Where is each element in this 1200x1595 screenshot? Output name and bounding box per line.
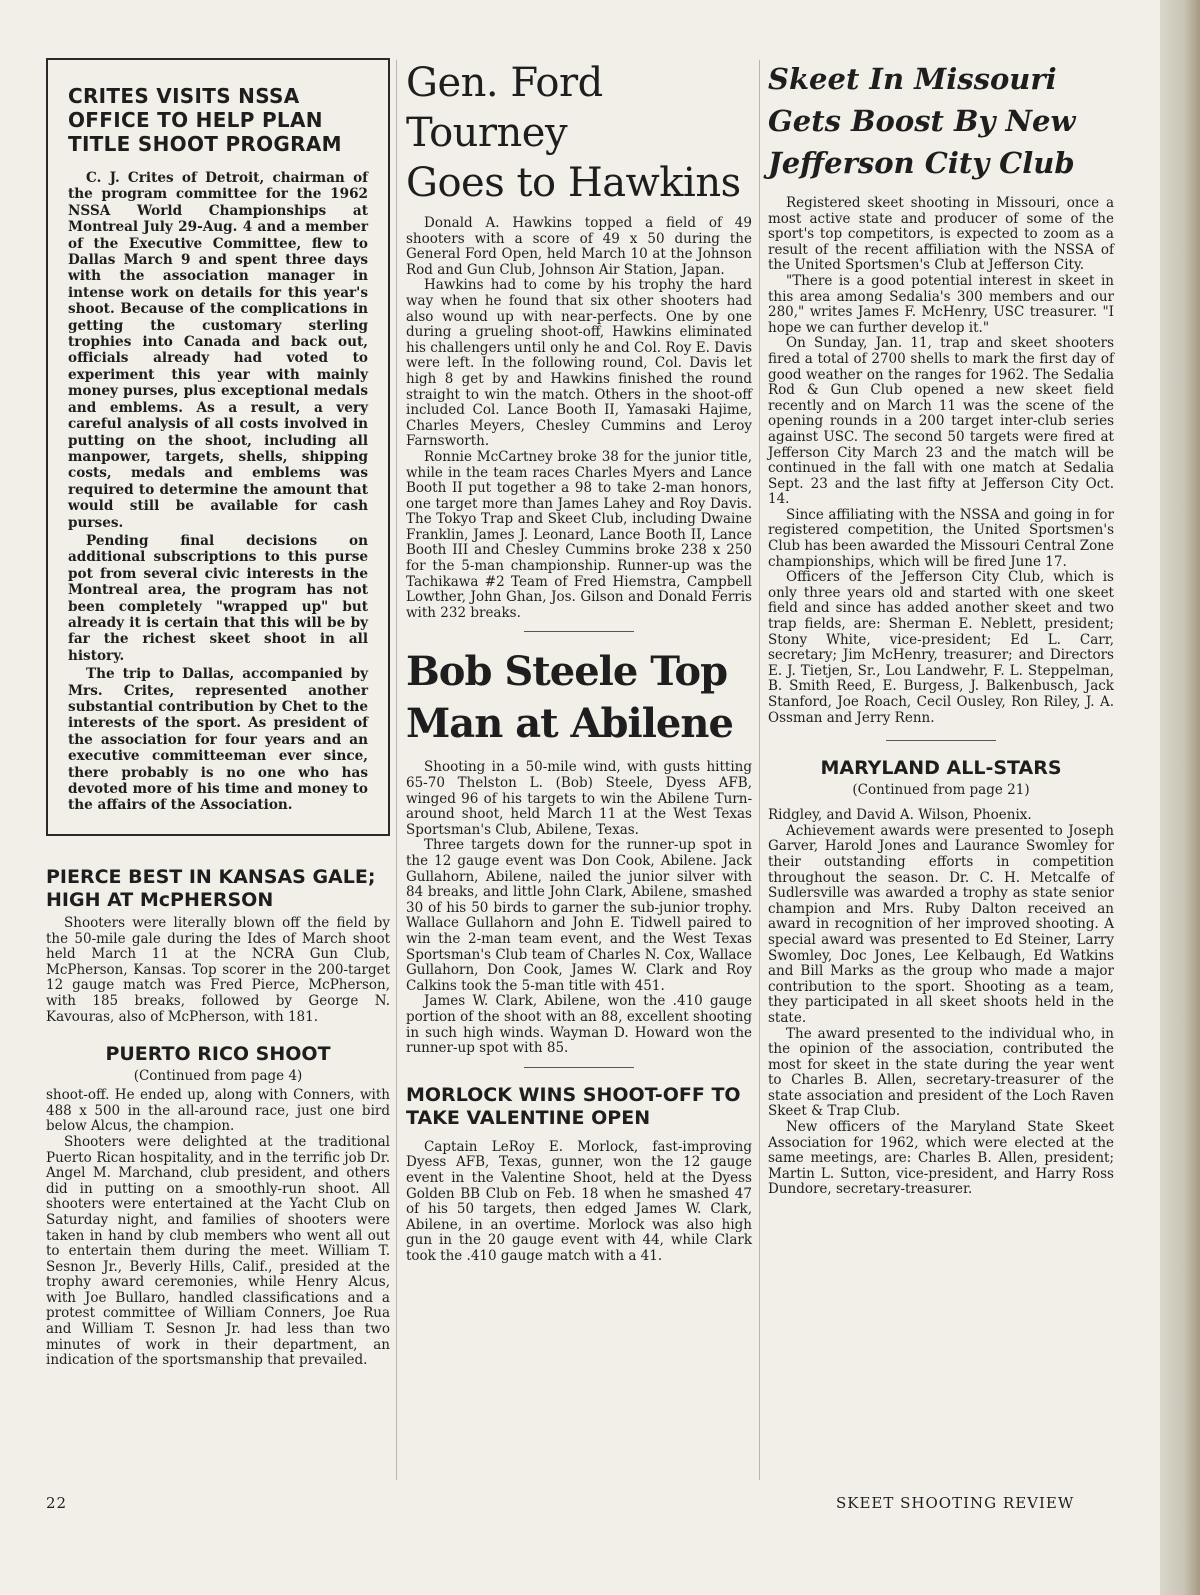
puerto-rico-headline: PUERTO RICO SHOOT (105, 1043, 331, 1066)
missouri-headline-line: Skeet In Missouri (768, 62, 1057, 96)
crites-headline: CRITES VISITS NSSA OFFICE TO HELP PLAN TITLE SHOOT PROGRAM (68, 84, 342, 156)
missouri-paragraph: On Sunday, Jan. 11, trap and skeet shooters fired a total of 2700 shells to mark the first day of good weather on the ranges for 1962. The Sedalia Rod & Gun Club opened a new skeet field recently and on March 11 was the scene of the opening rounds in a 200 target inter-club series against USC. The second 50 targets were fired at Jefferson City March 23 and the match will be continued in the fall with one match at Sedalia Sept. 23 and the last fifty at Jefferson City Oct. 14. (768, 335, 1114, 508)
steele-paragraph: Three targets down for the runner-up spot in the 12 gauge event was Don Cook, Abilene. Jack Gullahorn, Abilene, nailed the junior silver with 84 breaks, and little John Clark, Abilene, smashed 30 of his 50 birds to garner the sub-junior trophy. Wallace Gullahorn and John E. Tidwell paired to win the 2-man team event, and the West Texas Sportsman's Club team of Charles N. Cox, Wallace Gullahorn, Don Cook, James W. Clark and Roy Calkins took the 5-man title with 451. (406, 837, 752, 994)
ford-headline-line: Gen. Ford Tourney (406, 60, 603, 156)
pierce-headline: PIERCE BEST IN KANSAS GALE; HIGH AT McPHERSON (46, 866, 376, 911)
missouri-headline-line: Jefferson City Club (768, 146, 1075, 180)
missouri-article (768, 58, 1114, 726)
continued-note: (Continued from page 21) (852, 782, 1030, 799)
ford-headline (406, 58, 752, 208)
steele-headline-line: Bob Steele Top (406, 648, 728, 696)
steele-paragraph: Shooting in a 50-mile wind, with gusts hitting 65-70 Thelston L. (Bob) Steele, Dyess AFB, winged 96 of his targets to win the Abilene Turn-around shoot, held March 11 at the West Texas Sportsman's Club, Abilene, Texas. (406, 759, 752, 838)
page-number: 22 (46, 1494, 68, 1512)
section-divider (524, 631, 634, 632)
section-divider (524, 1067, 634, 1068)
morlock-headline: MORLOCK WINS SHOOT-OFF TO TAKE VALENTINE OPEN (406, 1083, 741, 1129)
puerto-rico-paragraph: shoot-off. He ended up, along with Conners, with 488 x 500 in the all-around race, just one bird below Alcus, the champion. (46, 1087, 390, 1135)
column-right (768, 58, 1114, 1198)
column-rule (759, 60, 760, 1480)
missouri-paragraph: Officers of the Jefferson City Club, which is only three years old and started with one skeet field and since has added another skeet and two trap fields, are: Sherman E. Neblett, president; Stony White, vice-president; Ed L. Carr, secretary; Jim McHenry, treasurer; and Directors E. J. Tietjen, Sr., Lou Landwehr, F. L. Steppelman, B. Smith Reed, E. Burgess, J. Balkenbusch, Jack Stanford, Joe Roach, Cecil Ousley, Ron Riley, J. A. Ossman and Jerry Renn. (768, 569, 1114, 726)
ford-paragraph: Donald A. Hawkins topped a field of 49 shooters with a score of 49 x 50 during the General Ford Open, held March 10 at the Johnson Rod and Gun Club, Johnson Air Station, Japan. (406, 215, 752, 278)
missouri-headline-line: Gets Boost By New (768, 104, 1076, 138)
ford-paragraph: Hawkins had to come by his trophy the hard way when he found that six other shooters had also wound up with near-perfects. One by one during a grueling shoot-off, Hawkins eliminated his challengers until only he and Col. Roy E. Davis were left. In the following round, Col. Davis let high 8 get by and Hawkins finished the round straight to win the match. Others in the shoot-off included Col. Lance Booth II, Yamasaki Hajime, Charles Meyers, Chesley Cummins and Leroy Farnsworth. (406, 277, 752, 450)
puerto-rico-paragraph: Shooters were delighted at the traditional Puerto Rican hospitality, and in the terrific job Dr. Angel M. Marchand, club president, and others did in putting on a smoothly-run shoot. All shooters were entertained at the Yacht Club on Saturday night, and families of shooters were taken in hand by club members who went all out to entertain them during the meet. William T. Sesnon Jr., Beverly Hills, Calif., presided at the trophy award ceremonies, while Henry Alcus, with Joe Bullaro, handled classifications and a protest committee of William Conners, Joe Rua and William T. Sesnon Jr. had less than two minutes of work in their department, an indication of the sportsmanship that prevailed. (46, 1133, 390, 1369)
missouri-paragraph: Registered skeet shooting in Missouri, once a most active state and producer of some of the sport's top competitors, is expected to zoom as a result of the recent affiliation with the NSSA of the United Sportsmen's Club at Jefferson City. (768, 195, 1114, 274)
steele-headline-line: Man at Abilene (406, 700, 733, 748)
continued-note: (Continued from page 4) (133, 1068, 303, 1085)
maryland-headline: MARYLAND ALL-STARS (820, 757, 1062, 780)
steele-paragraph: James W. Clark, Abilene, won the .410 gauge portion of the shoot with an 88, excellent shooting in such high winds. Wayman D. Howard won the runner-up spot with 85. (406, 993, 752, 1057)
ford-article (406, 58, 752, 621)
maryland-paragraph: Achievement awards were presented to Joseph Garver, Harold Jones and Laurance Swomley for their outstanding efforts in competition throughout the season. Dr. C. H. Metcalfe of Sudlersville was awarded a trophy as state senior champion and Mrs. Ruby Dalton received an award in recognition of her improved shooting. A special award was presented to Ed Steiner, Larry Swomley, Doc Jones, Lee Kelbaugh, Ed Watkins and Bill Marks as the group who made a major contribution to the sport. Shooting as a team, they participated in all skeet shoots held in the state. (768, 822, 1114, 1026)
pierce-paragraph: Shooters were literally blown off the field by the 50-mile gale during the Ides of March shoot held March 11 at the NCRA Gun Club, McPherson, Kansas. Top scorer in the 200-target 12 gauge match was Fred Pierce, McPherson, with 185 breaks, followed by George N. Kavouras, also of McPherson, with 181. (46, 915, 390, 1025)
crites-paragraph: C. J. Crites of Detroit, chairman of the program committee for the 1962 NSSA World Championships at Montreal July 29-Aug. 4 and a member of the Executive Committee, flew to Dallas March 9 and spent three days with the association manager in intense work on details for this year's shoot. Because of the complications in getting the customary sterling trophies into Canada and back out, officials already had voted to experiment this year with mainly money purses, plus exceptional medals and emblems. As a result, a very careful analysis of all costs involved in putting on the shoot, including all manpower, targets, shells, shipping costs, medals and emblems was required to determine the amount that would still be available for cash purses. (68, 170, 368, 531)
page-edge (1160, 0, 1200, 1595)
morlock-paragraph: Captain LeRoy E. Morlock, fast-improving Dyess AFB, Texas, gunner, won the 12 gauge event in the Valentine Shoot, held at the Dyess Golden BB Club on Feb. 18 when he smashed 47 of his 50 targets, then edged James W. Clark, Abilene, in an overtime. Morlock was also high gun in the 20 gauge event with 44, while Clark took the .410 gauge match with a 41. (406, 1138, 752, 1264)
ford-headline-line: Goes to Hawkins (406, 160, 741, 206)
section-divider (886, 740, 996, 741)
maryland-article (768, 757, 1114, 1198)
crites-paragraph: Pending final decisions on additional subscriptions to this purse pot from several civic interests in the Montreal area, the program has not been completely "wrapped up" but already it is certain that this will be by far the richest skeet shoot in all history. (68, 532, 368, 664)
publication-name: SKEET SHOOTING REVIEW (836, 1494, 1075, 1512)
missouri-paragraph: Since affiliating with the NSSA and going in for registered competition, the United Sportsmen's Club has been awarded the Missouri Central Zone championships, which will be fired June 17. (768, 506, 1114, 570)
pierce-article (46, 866, 390, 1025)
crites-article-box (46, 58, 390, 836)
morlock-article (406, 1084, 752, 1265)
maryland-paragraph: New officers of the Maryland State Skeet Association for 1962, which were elected at the same meetings, are: Charles B. Allen, president; Martin L. Sutton, vice-president, and Harry Ross Dundore, secretary-treasurer. (768, 1119, 1114, 1198)
crites-paragraph: The trip to Dallas, accompanied by Mrs. Crites, represented another substantial contribution by Chet to the interests of the sport. As president of the association for four years and an executive committeeman ever since, there probably is no one who has devoted more of his time and money to the affairs of the Association. (68, 666, 368, 814)
steele-headline (406, 646, 752, 750)
missouri-headline (768, 58, 1114, 184)
missouri-paragraph: "There is a good potential interest in skeet in this area among Sedalia's 300 members and our 280," writes James F. McHenry, USC treasurer. "I hope we can further develop it." (768, 272, 1114, 336)
column-left (46, 58, 390, 1369)
steele-article (406, 646, 752, 1056)
puerto-rico-article (46, 1043, 390, 1369)
maryland-paragraph: The award presented to the individual who, in the opinion of the association, contributed the most for skeet in the state during the year went to Charles B. Allen, secretary-treasurer of the state association and president of the Loch Raven Skeet & Trap Club. (768, 1025, 1114, 1120)
column-middle (406, 58, 752, 1264)
column-rule (396, 60, 397, 1480)
maryland-paragraph: Ridgley, and David A. Wilson, Phoenix. (768, 807, 1032, 824)
ford-paragraph: Ronnie McCartney broke 38 for the junior title, while in the team races Charles Myers and Lance Booth II put together a 98 to take 2-man honors, one target more than James Lahey and Roy Davis. The Tokyo Trap and Skeet Club, including Dwaine Franklin, James J. Leonard, Lance Booth II, Lance Booth III and Chesley Cummins broke 238 x 250 for the 5-man championship. Runner-up was the Tachikawa #2 Team of Fred Hiemstra, Campbell Lowther, John Ghan, Jos. Gilson and Donald Ferris with 232 breaks. (406, 448, 752, 621)
